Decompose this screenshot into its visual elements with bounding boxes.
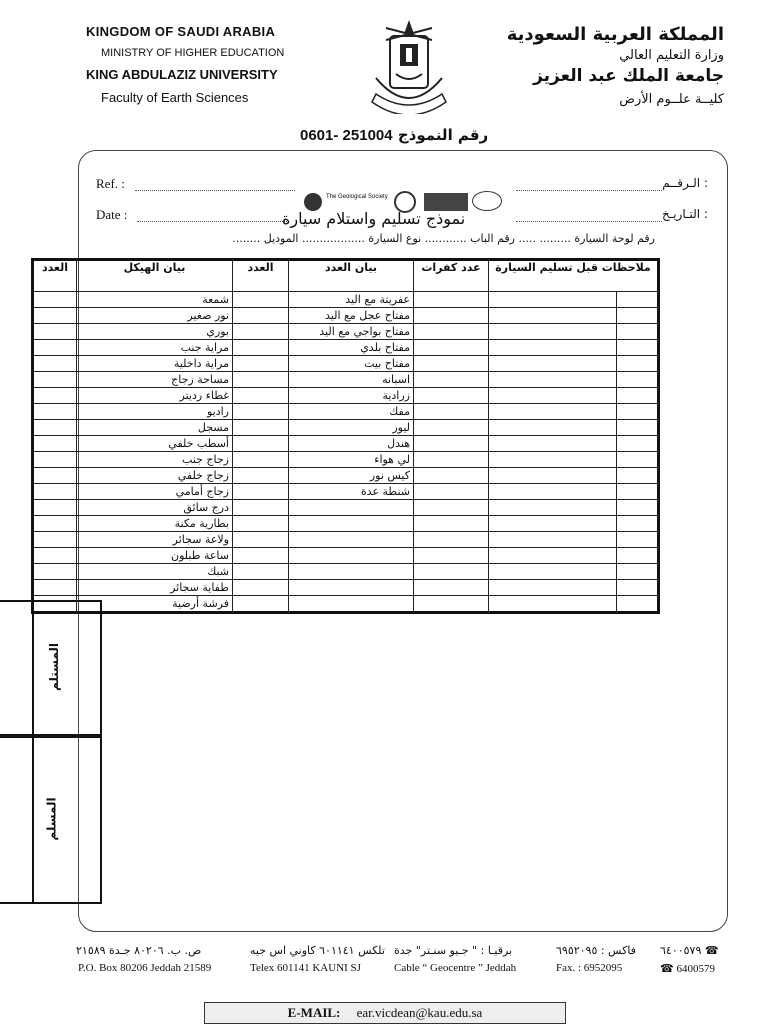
row-tools-item: مفتاح عجل مع اليد [289, 308, 414, 324]
row-notes-extra[interactable] [617, 548, 659, 564]
row-count-2[interactable] [233, 356, 289, 372]
table-row [33, 532, 659, 548]
row-body-item: مراية جنب [77, 340, 233, 356]
row-tire-count[interactable] [414, 340, 489, 356]
row-count-1[interactable] [33, 564, 77, 580]
footer-phone-en: ☎ 6400579 [660, 963, 715, 975]
row-body-item: درج سائق [77, 500, 233, 516]
row-body-item: زجاج جنب [77, 452, 233, 468]
row-notes[interactable] [489, 388, 617, 404]
form-number [300, 126, 488, 144]
row-tire-count[interactable] [414, 468, 489, 484]
form-number-value: 251004 -0601 [300, 127, 393, 144]
inventory-table [31, 258, 660, 614]
row-body-item: راديو [77, 404, 233, 420]
row-tire-count[interactable] [414, 420, 489, 436]
footer-phone-ar: ٦٤٠٠٥٧٩ ☎ [660, 944, 719, 957]
row-tools-item [289, 500, 414, 516]
row-tools-item: مفتاح بواجي مع اليد [289, 324, 414, 340]
row-tools-item: مفك [289, 404, 414, 420]
row-count-1[interactable] [33, 452, 77, 468]
row-count-2[interactable] [233, 340, 289, 356]
row-body-item: شمعة [77, 292, 233, 308]
col-header-tools-item: بيان العدد [289, 260, 414, 292]
row-count-1[interactable] [33, 468, 77, 484]
row-count-1[interactable] [33, 436, 77, 452]
header-ministry-ar: وزارة التعليم العالي [619, 48, 724, 63]
row-count-2[interactable] [233, 500, 289, 516]
email-label: E-MAIL: [287, 1005, 341, 1020]
row-notes[interactable] [489, 500, 617, 516]
row-notes[interactable] [489, 324, 617, 340]
col-header-notes: ملاحظات قبل تسليم السيارة [489, 260, 659, 292]
row-tools-item: لي هواء [289, 452, 414, 468]
col-header-count-1: العدد [33, 260, 77, 292]
row-notes-extra[interactable] [617, 468, 659, 484]
row-notes[interactable] [489, 404, 617, 420]
car-info-line: رقم لوحة السيارة ......... ..... رقم الباب ............ نوع السيارة .................. الموديل ........ [232, 232, 655, 245]
row-count-1[interactable] [33, 308, 77, 324]
date-label: Date : [96, 207, 128, 222]
table-row [33, 564, 659, 580]
row-tire-count[interactable] [414, 356, 489, 372]
col-header-tire-count: عدد كفرات [414, 260, 489, 292]
row-body-item: بوري [77, 324, 233, 340]
row-count-2[interactable] [233, 292, 289, 308]
footer-pobox-ar: ص. ب. ٨٠٢٠٦ جـدة ٢١٥٨٩ [76, 944, 202, 957]
row-tools-item: هندل [289, 436, 414, 452]
row-notes[interactable] [489, 452, 617, 468]
row-count-1[interactable] [33, 356, 77, 372]
table-row [33, 596, 659, 613]
row-notes-extra[interactable] [617, 516, 659, 532]
form-title: نموذج تسليم واستلام سيارة [282, 209, 466, 228]
row-body-item: مسجل [77, 420, 233, 436]
row-tools-item: مفتاح بلدي [289, 340, 414, 356]
row-body-item: زجاج خلفي [77, 468, 233, 484]
header-faculty-en: Faculty of Earth Sciences [101, 90, 249, 105]
row-notes[interactable] [489, 580, 617, 596]
row-count-1[interactable] [33, 420, 77, 436]
ref-label: Ref. : [96, 176, 125, 191]
header-faculty-ar: كليــة علــوم الأرض [619, 92, 724, 107]
row-notes[interactable] [489, 292, 617, 308]
row-notes-extra[interactable] [617, 580, 659, 596]
row-notes-extra[interactable] [617, 452, 659, 468]
row-notes[interactable] [489, 532, 617, 548]
row-tire-count[interactable] [414, 564, 489, 580]
row-tools-item: زرادية [289, 388, 414, 404]
row-count-2[interactable] [233, 452, 289, 468]
row-count-2[interactable] [233, 436, 289, 452]
row-notes[interactable] [489, 372, 617, 388]
footer-cable-ar: برقيـا : " جـيو سنـتر" جدة [394, 944, 513, 957]
receiver-signature-box[interactable] [0, 600, 102, 738]
table-row [33, 548, 659, 564]
row-tools-item [289, 564, 414, 580]
row-count-2[interactable] [233, 484, 289, 500]
row-notes-extra[interactable] [617, 564, 659, 580]
header-university-ar: جامعة الملك عبد العزيز [533, 66, 724, 86]
row-tools-item [289, 548, 414, 564]
row-body-item: غطاء رديتر [77, 388, 233, 404]
row-count-2[interactable] [233, 420, 289, 436]
row-tire-count[interactable] [414, 452, 489, 468]
table-row [33, 372, 659, 388]
receiver-signature-divider [32, 602, 34, 736]
ref-field-ar[interactable] [516, 190, 662, 191]
email-link[interactable]: ear.vicdean@kau.edu.sa [356, 1005, 483, 1020]
row-body-item: ولاعة سجائر [77, 532, 233, 548]
row-body-item: بطارية مكنة [77, 516, 233, 532]
footer-cable-en: Cable “ Geocentre ” Jeddah [394, 962, 517, 974]
row-count-1[interactable] [33, 516, 77, 532]
row-body-item: أسطب خلفي [77, 436, 233, 452]
row-notes[interactable] [489, 596, 617, 613]
row-notes-extra[interactable] [617, 324, 659, 340]
accreditation-text: The Geological Society [326, 194, 388, 200]
row-tools-item [289, 516, 414, 532]
row-count-2[interactable] [233, 388, 289, 404]
row-notes-extra[interactable] [617, 292, 659, 308]
table-row [33, 468, 659, 484]
row-count-1[interactable] [33, 324, 77, 340]
row-tools-item: عفريتة مع اليد [289, 292, 414, 308]
row-body-item: نور صغير [77, 308, 233, 324]
row-count-2[interactable] [233, 468, 289, 484]
table-row [33, 324, 659, 340]
row-tools-item [289, 532, 414, 548]
row-count-2[interactable] [233, 308, 289, 324]
table-row [33, 500, 659, 516]
footer-telex-en: Telex 601141 KAUNI SJ [250, 962, 361, 974]
deliverer-label: المسلم [44, 797, 59, 841]
header-university-en: KING ABDULAZIZ UNIVERSITY [86, 67, 278, 82]
row-count-2[interactable] [233, 548, 289, 564]
row-notes-extra[interactable] [617, 356, 659, 372]
row-count-2[interactable] [233, 324, 289, 340]
row-tire-count[interactable] [414, 308, 489, 324]
deliverer-signature-divider [32, 736, 34, 902]
row-tire-count[interactable] [414, 500, 489, 516]
date-label-ar: : التـاريـخ [661, 207, 708, 221]
col-header-body-item: بيان الهيكل [77, 260, 233, 292]
row-notes-extra[interactable] [617, 404, 659, 420]
footer-pobox-en: P.O. Box 80206 Jeddah 21589 [78, 962, 212, 974]
row-notes[interactable] [489, 548, 617, 564]
row-count-1[interactable] [33, 500, 77, 516]
table-row [33, 484, 659, 500]
row-notes[interactable] [489, 516, 617, 532]
row-tools-item: اسبانه [289, 372, 414, 388]
university-crest-icon [366, 18, 452, 114]
row-notes-extra[interactable] [617, 484, 659, 500]
row-tools-item [289, 596, 414, 613]
row-notes-extra[interactable] [617, 532, 659, 548]
row-notes[interactable] [489, 356, 617, 372]
row-notes[interactable] [489, 308, 617, 324]
row-tire-count[interactable] [414, 484, 489, 500]
row-count-1[interactable] [33, 532, 77, 548]
row-tire-count[interactable] [414, 580, 489, 596]
row-body-item: فرشة أرضية [77, 596, 233, 613]
row-count-1[interactable] [33, 404, 77, 420]
ref-label-ar: : الـرقــم [662, 176, 708, 190]
row-tire-count[interactable] [414, 436, 489, 452]
row-count-1[interactable] [33, 580, 77, 596]
row-count-2[interactable] [233, 596, 289, 613]
row-body-item: مراية داخلية [77, 356, 233, 372]
row-tire-count[interactable] [414, 388, 489, 404]
row-tire-count[interactable] [414, 372, 489, 388]
row-notes-extra[interactable] [617, 420, 659, 436]
table-row [33, 452, 659, 468]
row-notes-extra[interactable] [617, 308, 659, 324]
row-tire-count[interactable] [414, 292, 489, 308]
row-notes[interactable] [489, 484, 617, 500]
table-row [33, 356, 659, 372]
receiver-label: المستلم [47, 642, 62, 692]
table-row [33, 516, 659, 532]
row-count-1[interactable] [33, 548, 77, 564]
row-tools-item: شنطة عدة [289, 484, 414, 500]
row-notes-extra[interactable] [617, 388, 659, 404]
row-count-2[interactable] [233, 564, 289, 580]
row-count-2[interactable] [233, 404, 289, 420]
row-count-1[interactable] [33, 340, 77, 356]
row-count-1[interactable] [33, 372, 77, 388]
row-notes[interactable] [489, 340, 617, 356]
header-kingdom-en: KINGDOM OF SAUDI ARABIA [86, 24, 276, 39]
row-tools-item: كيس نور [289, 468, 414, 484]
row-tire-count[interactable] [414, 548, 489, 564]
header-ministry-en: MINISTRY OF HIGHER EDUCATION [101, 47, 285, 59]
row-notes-extra[interactable] [617, 436, 659, 452]
row-notes[interactable] [489, 420, 617, 436]
row-body-item: ساعة طبلون [77, 548, 233, 564]
ref-field[interactable] [135, 190, 295, 191]
row-body-item: زجاج أمامي [77, 484, 233, 500]
date-field[interactable] [137, 221, 287, 222]
footer-fax-ar: فاكس : ٦٩٥٢٠٩٥ [556, 944, 636, 957]
form-number-label: رقم النموذج [397, 126, 489, 144]
date-field-ar[interactable] [516, 221, 662, 222]
row-tire-count[interactable] [414, 516, 489, 532]
row-tools-item [289, 580, 414, 596]
row-count-2[interactable] [233, 516, 289, 532]
table-row [33, 580, 659, 596]
col-header-count-2: العدد [233, 260, 289, 292]
table-row [33, 308, 659, 324]
row-body-item: شبك [77, 564, 233, 580]
table-row [33, 420, 659, 436]
row-notes-extra[interactable] [617, 596, 659, 613]
row-body-item: طفاية سجائر [77, 580, 233, 596]
row-count-1[interactable] [33, 388, 77, 404]
table-row [33, 340, 659, 356]
row-tire-count[interactable] [414, 404, 489, 420]
row-body-item: مساحة زجاج [77, 372, 233, 388]
footer-fax-en: Fax. : 6952095 [556, 962, 623, 974]
row-tools-item: ليور [289, 420, 414, 436]
emblem-icon [472, 191, 502, 211]
header-kingdom-ar: المملكة العربية السعودية [506, 24, 724, 45]
row-notes[interactable] [489, 564, 617, 580]
row-notes[interactable] [489, 436, 617, 452]
table-header-row [33, 260, 659, 292]
email-box [204, 1002, 566, 1024]
row-notes-extra[interactable] [617, 340, 659, 356]
table-row [33, 436, 659, 452]
row-count-2[interactable] [233, 532, 289, 548]
row-notes[interactable] [489, 468, 617, 484]
row-tire-count[interactable] [414, 596, 489, 613]
row-count-2[interactable] [233, 372, 289, 388]
table-row [33, 292, 659, 308]
row-count-1[interactable] [33, 484, 77, 500]
row-tire-count[interactable] [414, 324, 489, 340]
row-notes-extra[interactable] [617, 372, 659, 388]
row-tools-item: مفتاح بيت [289, 356, 414, 372]
deliverer-signature-box[interactable] [0, 734, 102, 904]
footer-telex-ar: تلكس ٦٠١١٤١ كاوني اس جيه [250, 944, 385, 957]
row-notes-extra[interactable] [617, 500, 659, 516]
row-count-2[interactable] [233, 580, 289, 596]
row-count-1[interactable] [33, 292, 77, 308]
table-row [33, 404, 659, 420]
row-tire-count[interactable] [414, 532, 489, 548]
table-row [33, 388, 659, 404]
